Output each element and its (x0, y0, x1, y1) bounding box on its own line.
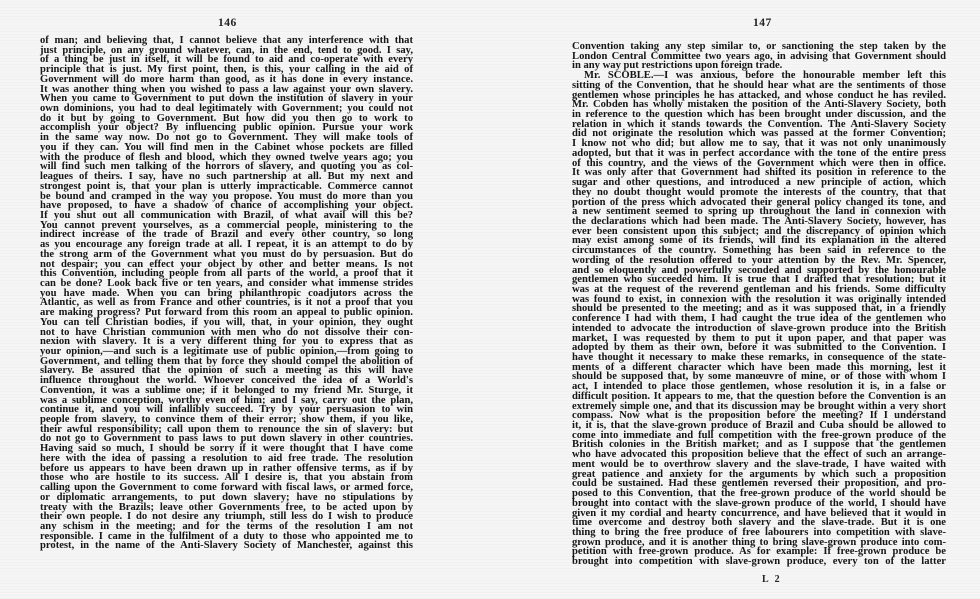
page-body-text (40, 36, 413, 551)
text-line: intended to advocate the introduction of slave-grown produce into the British (572, 322, 946, 334)
text-line: relation in which it stands towards the Convention. The Anti-Slavery Society (572, 118, 946, 130)
text-line: conference I had with them, I had caught the true idea of the gentlemen who (572, 313, 946, 325)
text-line: strongest point is, that your plan is utterly impracticable. Commerce cannot (40, 180, 413, 192)
text-line: just principle, on any ground whatever, can, in the end, tend to good. I say, (40, 44, 413, 56)
text-line: can be done? Look back five or ten years, and consider what immense strides (40, 277, 413, 289)
text-line: Government will do more harm than good, as it has done in every instance. (40, 73, 413, 85)
text-line: You cannot prevent yourselves, as a commercial people, ministering to the (40, 219, 413, 231)
text-line: I know not who did; but allow me to say, that it was not only unanimously (572, 138, 946, 150)
text-line: act, I intended to place those gentlemen, whose resolution it is, in a false or (572, 381, 946, 393)
text-line: difficult position. It appears to me, that the question before the Convention is an (572, 390, 946, 402)
text-line: slavery. Be assured that the opinion of such a meeting as this will have (40, 365, 413, 377)
text-line: wording of the resolution offered to your attention by the Rev. Mr. Spencer, (572, 254, 946, 266)
signature-mark: L 2 (762, 574, 782, 585)
text-line: in the same way now. Do not go to Government. They will make tools of (40, 132, 413, 144)
text-line: come into immediate and full competition with the free-grown produce of the (572, 429, 946, 441)
text-line: grown produce, and it is another thing to bring slave-grown produce into com- (572, 536, 946, 548)
text-line: responsible. I came in the fulfilment of a duty to those who appointed me to (40, 530, 413, 542)
text-line: ment would be to overthrow slavery and the slave-trade, I have waited with (572, 458, 946, 470)
text-line: accomplish your object? By influencing public opinion. Pursue your work (40, 122, 413, 134)
text-line: brought into competition with slave-grown produce, every ton of the latter (572, 556, 946, 568)
text-line: be bound and cramped in the way you propose. You must do more than you (40, 190, 413, 202)
text-line: market, I was requested by them to put it upon paper, and that paper was (572, 332, 946, 344)
text-line: with the produce of flesh and blood, which they owned twelve years ago; you (40, 151, 413, 163)
text-line: this Convention, including people from all parts of the world, a proof that it (40, 268, 413, 280)
text-line: a new sentiment seemed to spring up throughout the land in connexion with (572, 206, 946, 218)
text-line: It was another thing when you wished to pass a law against your own slavery. (40, 83, 413, 95)
text-line: before us appears to have been drawn up in rather offensive terms, as if by (40, 462, 413, 474)
text-line: in reference to the question which has been brought under discussion, and the (572, 109, 946, 121)
text-line: your opinion,—and such is a legitimate use of public opinion,—from going to (40, 346, 413, 357)
text-line: are making progress? Put forward from this room an appeal to public opinion. (40, 307, 413, 319)
text-line: leagues of theirs. I say, have no such partnership at all. But my next and (40, 171, 413, 183)
text-line: was a sublime conception, worthy even of him; and I say, carry out the plan, (40, 394, 413, 406)
text-line: Atlantic, as well as from France and other countries, is it not a proof that you (40, 297, 413, 309)
text-line: who have advocated this proposition believe that the effect of such an arrange- (572, 449, 946, 461)
text-line: in any way put restrictions upon foreign trade. (572, 60, 783, 72)
text-line: it, it is, that the slave-grown produce of Brazil and Cuba should be allowed to (572, 420, 946, 432)
text-line: compass. Now what is the proposition before the meeting? If I understand (572, 410, 946, 422)
text-line: Having said so much, I should be sorry if it were thought that I have come (40, 443, 413, 455)
text-line: the declarations which had been made. The Anti-Slavery Society, however, has (572, 215, 946, 227)
text-line: here with the idea of passing a resolution to aid free trade. The resolution (40, 452, 413, 464)
text-line: extremely simple one, and that its discussion may be brought within a very short (572, 400, 946, 412)
text-line: Mr. SCOBLE.—I was anxious, before the honourable member left this (584, 70, 946, 82)
text-line: nexion with slavery. It is a very different thing for you to express that as (40, 336, 413, 348)
text-line: circumstances of the country. Something has been said in reference to the (572, 245, 946, 257)
text-line: own dominions, you had to deal legitimately with Government; you could not (40, 103, 413, 115)
text-line: ever been consistent upon this subject; and the discrepancy of opinion which (572, 225, 946, 237)
text-line: could be sustained. Had these gentlemen reversed their proposition, and pro- (572, 478, 946, 490)
text-line: gentlemen whose principles he has attacked, and whose conduct he has reviled. (572, 89, 946, 101)
text-line: was found to exist, in connexion with the resolution it was originally intended (572, 293, 946, 305)
text-line: If you shut out all communication with Brazil, of what avail will this be? (40, 209, 413, 221)
text-line: brought into contact with the slave-grown produce of the world, I should have (572, 497, 946, 509)
text-line: of this country, and the views of the Government which were then in office. (572, 157, 946, 169)
page-body-text (572, 42, 946, 567)
text-line: protest, in the name of the Anti-Slavery Society of Manchester, against this (40, 540, 413, 552)
text-line: those who are hostile to its success. All I desire is, that you abstain from (40, 472, 413, 484)
text-line: time overcome and destroy both slavery and the slave-trade. But it is one (572, 517, 946, 529)
text-line: sugar and other questions, and introduced a new principle of action, which (572, 177, 946, 189)
text-line: indirect increase of the trade of Brazil and every other country, so long (40, 229, 413, 241)
text-line: have thought it necessary to make these remarks, in consequence of the state- (572, 352, 946, 363)
text-line: of a thing be just in itself, it will be found to aid and co-operate with every (40, 54, 413, 66)
text-line: treaty with the Brazils; leave other Governments free, to be acted upon by (40, 501, 413, 513)
text-line: Mr. Cobden has wholly mistaken the position of the Anti-Slavery Society, both (572, 99, 946, 111)
text-line: It was only after that Government had shifted its position in reference to the (572, 167, 946, 179)
text-line: Convention taking any step similar to, or sanctioning the step taken by the (572, 41, 946, 52)
page-number: 147 (753, 17, 772, 29)
page-number: 146 (218, 17, 237, 29)
text-line: and so eloquently and powerfully seconded and supported by the honourable (572, 264, 946, 276)
text-line: When you came to Government to put down the institution of slavery in your (40, 93, 413, 105)
text-line: may exist among some of its friends, will find its explanation in the altered (572, 235, 946, 247)
text-line: not to have Christian communion with men who do not dissolve their con- (40, 326, 413, 338)
text-line: did not originate the resolution which was passed at the former Convention; (572, 128, 946, 140)
text-line: should be presented to the meeting; and as it was supposed that, in a friendly (572, 303, 946, 315)
text-line: people from slavery, to convince them of their error; show them, if you like, (40, 414, 413, 426)
text-line: ments of a different character which have been made this morning, lest it (572, 361, 946, 373)
text-line: portion of the press which advocated their general policy changed its tone, and (572, 196, 946, 208)
text-line: gentlemen who succeeded him. It is true that I drafted that resolution; but it (572, 274, 946, 286)
right-page (490, 0, 980, 599)
text-line: not despair; you can effect your object by other and better means. Is not (40, 258, 413, 270)
text-line: you if they can. You will find men in the Cabinet whose pockets are filled (40, 141, 413, 153)
text-line: British colonies in the British market; and as I suppose that the gentlemen (572, 439, 946, 451)
text-line: Convention, it was a sublime one; if it belonged to my friend Mr. Sturge, it (40, 384, 413, 396)
text-line: of man; and believing that, I cannot believe that any interference with that (40, 35, 413, 46)
text-line: or diplomatic arrangements, to put down slavery; have no stipulations by (40, 491, 413, 503)
text-line: influence throughout the world. Whoever conceived the idea of a World's (40, 375, 413, 387)
text-line: the strong arm of the Government what you must do by persuasion. But do (40, 248, 413, 260)
text-line: adopted by them as their own, before it was submitted to the Convention. I (572, 342, 946, 354)
text-line: any schism in the meeting; and for the terms of the resolution I am not (40, 520, 413, 532)
text-line: they no doubt thought would promote the interests of the country, that that (572, 186, 946, 198)
text-line: thing to bring the free produce of free labourers into competition with slave- (572, 526, 946, 538)
text-line: was at the request of the reverend gentleman and his friends. Some difficulty (572, 283, 946, 295)
text-line: Government, and telling them that by force they should compel the abolition of (40, 355, 413, 367)
text-line: You can tell Christian bodies, if you will, that, in your opinion, they ought (40, 316, 413, 328)
text-line: do not go to Government to pass laws to put down slavery in other countries. (40, 433, 413, 445)
text-line: petition with free-grown produce. As for example: If free-grown produce be (572, 546, 946, 558)
text-line: have proposed, to have a shadow of chance of accomplishing your object. (40, 200, 413, 212)
text-line: posed to this Convention, that the free-grown produce of the world should be (572, 488, 946, 500)
text-line: their own people. I do not desire any triumph, still less do I wish to produce (40, 511, 413, 523)
text-line: principle that is just. My first point, then, is this, your calling in the aid of (40, 64, 413, 76)
text-line: given it my cordial and hearty concurrence, and have believed that it would in (572, 507, 946, 519)
text-line: should be supposed that, by some manœuvre of mine, or of those with whom I (572, 371, 946, 383)
text-line: their awful responsibility; call upon them to renounce the sin of slavery: but (40, 423, 413, 435)
text-line: sitting of the Convention, that he should hear what are the sentiments of those (572, 79, 946, 91)
text-line: adopted, but that it was in perfect accordance with the tone of the entire press (572, 147, 946, 159)
text-line: will find such men talking of the horrors of slavery, and quoting you as col- (40, 161, 413, 173)
text-line: do it but by going to Government. But how did you then go to work to (40, 112, 413, 124)
text-line: you have made. When you can bring philanthropic coadjutors across the (40, 287, 413, 299)
text-line: calling upon the Government to come forward with fiscal laws, or armed force, (40, 482, 413, 494)
text-line: great patience and anxiety for the arguments by which such a proposition (572, 468, 946, 480)
text-line: as you encourage any foreign trade at all. I repeat, it is an attempt to do by (40, 239, 413, 251)
text-line: London Central Committee two years ago, in advising that Government should (572, 50, 946, 62)
text-line: continue it, and you will infallibly succeed. Try by your persuasion to win (40, 404, 413, 416)
